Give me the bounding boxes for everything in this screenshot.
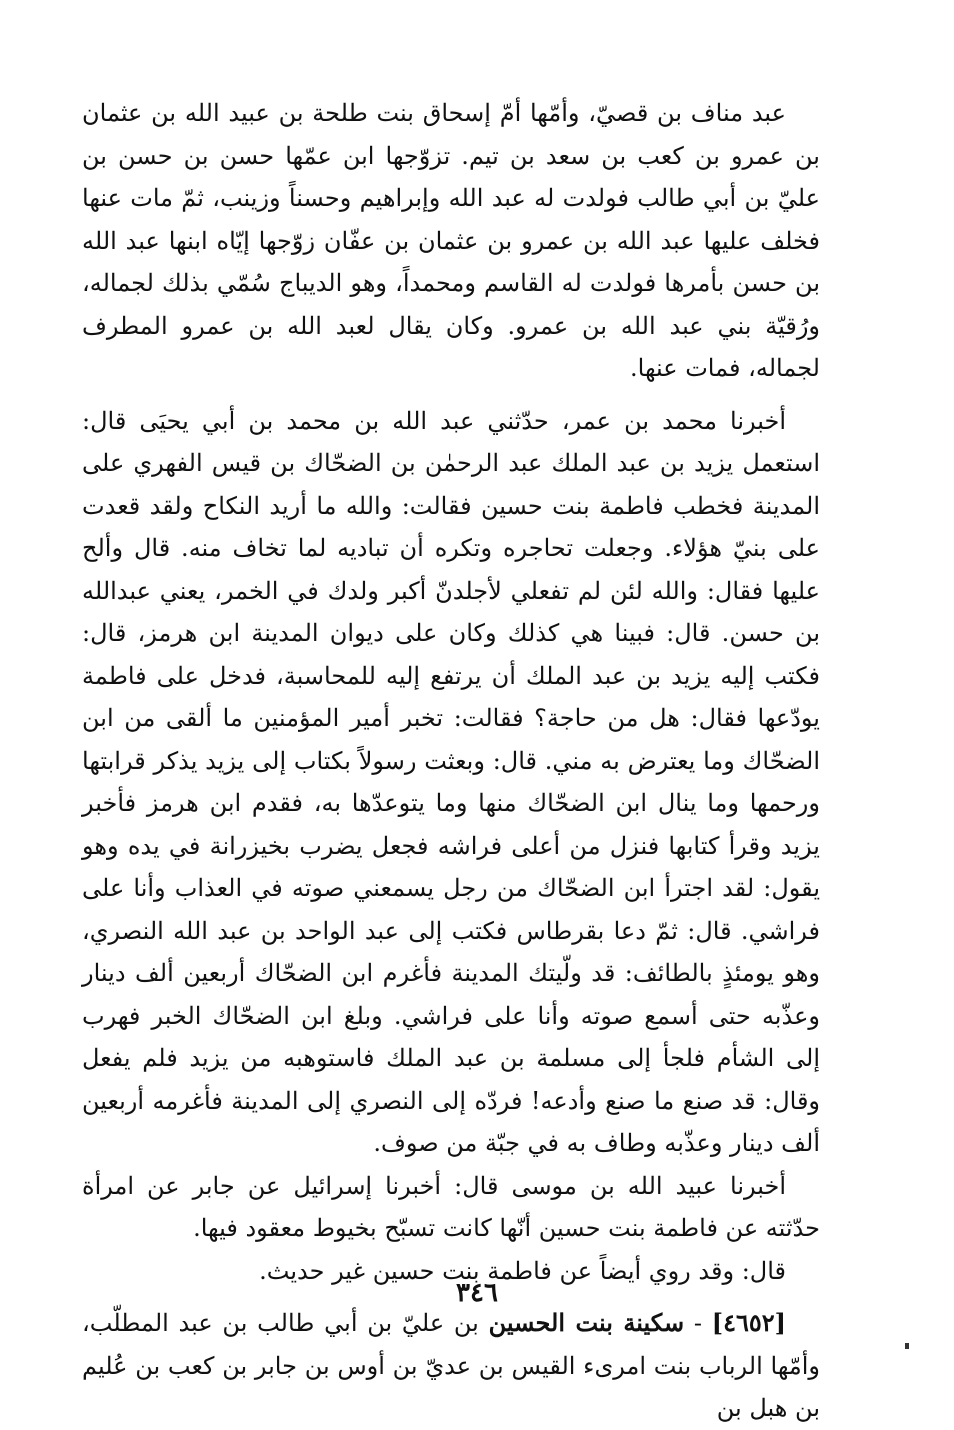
paragraph-1: عبد مناف بن قصيّ، وأمّها أمّ إسحاق بنت طلحة بن عبيد الله بن عثمان بن عمرو بن كعب بن سعد بن تيم. تزوّجها ابن عمّها حسن بن حسن بن عليّ بن أبي طالب فولدت له عبد الله وإبراهيم وحسناً وزينب، ثمّ مات عنها فخلف عليها عبد الله بن عمرو بن عثمان بن عفّان زوّجها إيّاه ابنها عبد الله بن حسن بأمرها فولدت له القاسم ومحمداً، وهو الديباج سُمّي بذلك لجماله، ورُقيّة بني عبد الله بن عمرو. وكان يقال لعبد الله بن عمرو المطرف لجماله، فمات عنها. (82, 99, 820, 382)
scan-mark (905, 1343, 909, 1349)
entry-number: [٤٦٥٢] (711, 1308, 786, 1337)
paragraph-4: قال: وقد روي أيضاً عن فاطمة بنت حسين غير حديث. (259, 1256, 786, 1285)
page-number: ٣٤٦ (456, 1278, 498, 1308)
entry-text: بن عليّ بن أبي طالب بن عبد المطلّب، وأمّها الرباب بنت امرىء القيس بن عديّ بن أوس بن جابر بن كعب بن عُليم بن هبل بن (82, 1309, 820, 1422)
entry-name: سكينة بنت الحسين (488, 1308, 685, 1337)
entry-paragraph: [٤٦٥٢] - سكينة بنت الحسين بن عليّ بن أبي طالب بن عبد المطلّب، وأمّها الرباب بنت امرىء القيس بن عديّ بن أوس بن جابر بن كعب بن عُليم بن هبل بن (82, 1308, 820, 1422)
paragraph-3: أخبرنا عبيد الله بن موسى قال: أخبرنا إسرائيل عن جابر عن امرأة حدّثته عن فاطمة بنت حسين أنّها كانت تسبّح بخيوط معقود فيها. (82, 1171, 820, 1242)
page-body (82, 92, 820, 1430)
paragraph-2: أخبرنا محمد بن عمر، حدّثني عبد الله بن محمد بن أبي يحيَى قال: استعمل يزيد بن عبد الملك عبد الرحمٰن بن الضحّاك بن قيس الفهري على المدينة فخطب فاطمة بنت حسين فقالت: والله ما أريد النكاح ولقد قعدت على بنيّ هؤلاء. وجعلت تحاجره وتكره أن تباديه لما تخاف منه. قال وألح عليها فقال: والله لئن لم تفعلي لأجلدنّ أكبر ولدك في الخمر، يعني عبدالله بن حسن. قال: فبينا هي كذلك وكان على ديوان المدينة ابن هرمز، قال: فكتب إليه يزيد بن عبد الملك أن يرتفع إليه للمحاسبة، فدخل على فاطمة يودّعها فقال: هل من حاجة؟ فقالت: تخبر أمير المؤمنين ما ألقى من ابن الضحّاك وما يعترض به مني. قال: وبعثت رسولاً بكتاب إلى يزيد يذكر قرابتها ورحمها وما ينال ابن الضحّاك منها وما يتوعدّها به، فقدم ابن هرمز فأخبر يزيد وقرأ كتابها فنزل من أعلى فراشه فجعل يضرب بخيزرانة في يده وهو يقول: لقد اجترأ ابن الضحّاك من رجل يسمعني صوته في العذاب وأنا على فراشي. قال: ثمّ دعا بقرطاس فكتب إلى عبد الواحد بن عبد الله النصري، وهو يومئذٍ بالطائف: قد ولّيتك المدينة فأغرم ابن الضحّاك أربعين ألف دينار وعذّبه حتى أسمع صوته وأنا على فراشي. وبلغ ابن الضحّاك الخبر فهرب إلى الشأم فلجأ إلى مسلمة بن عبد الملك فاستوهبه من يزيد فلم يفعل وقال: قد صنع ما صنع وأدعه! فردّه إلى النصري إلى المدينة فأغرمه أربعين ألف دينار وعذّبه وطاف به في جبّة من صوف. (82, 406, 820, 1157)
